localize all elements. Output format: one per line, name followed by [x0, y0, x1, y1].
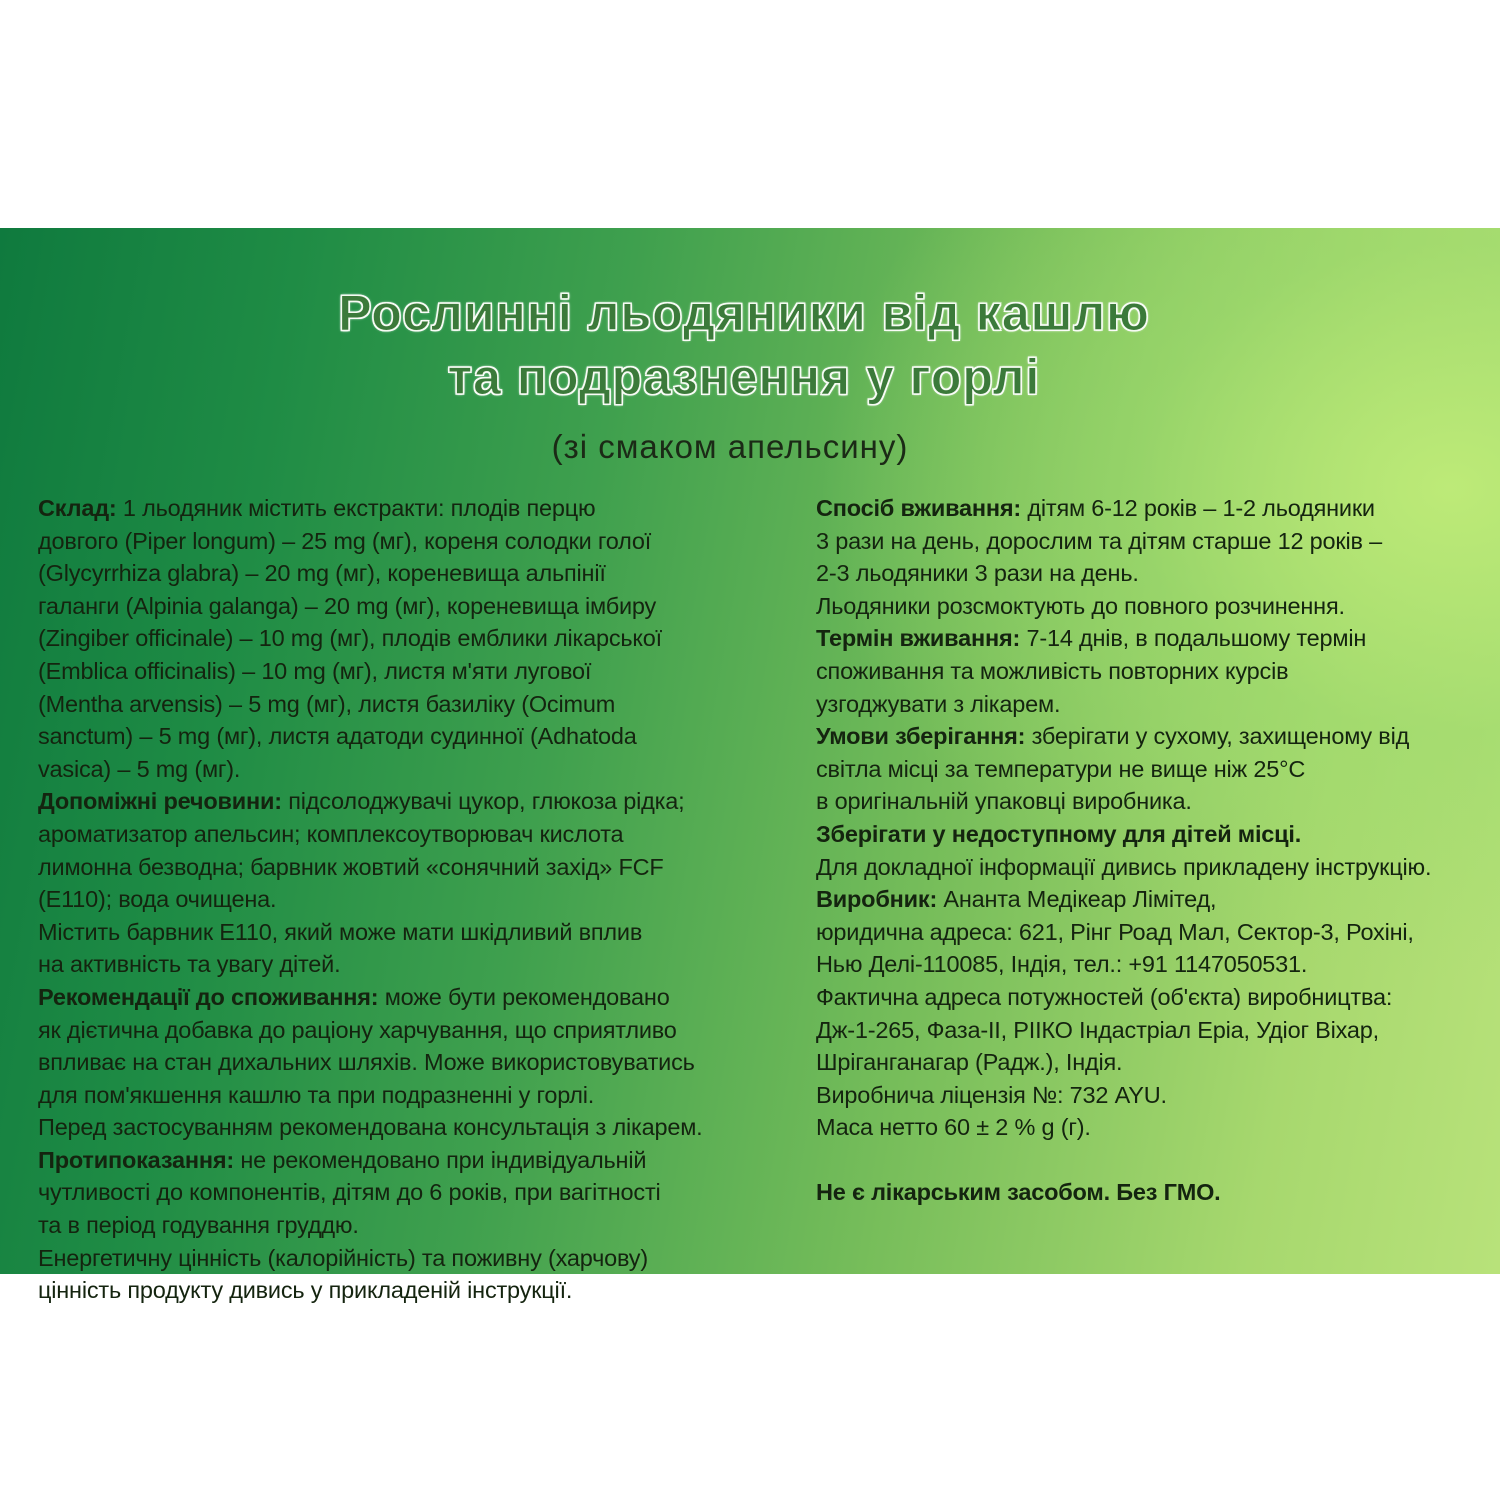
left-column — [38, 492, 798, 1307]
text-line: споживання та можливість повторних курсів — [816, 657, 1289, 684]
text-line: Нью Делі-110085, Індія, тел.: +91 1147050531. — [816, 951, 1308, 978]
manufacturer-label: Виробник: — [816, 886, 938, 913]
text-line: vasica) – 5 mg (мг). — [38, 755, 241, 782]
text-line: в оригінальній упаковці виробника. — [816, 788, 1192, 815]
text-line: лимонна безводна; барвник жовтий «сонячний захід» FCF — [38, 853, 664, 880]
text-line: (Glycyrrhiza glabra) – 20 mg (мг), кореневища альпінії — [38, 560, 606, 587]
storage-line: Умови зберігання: зберігати у сухому, захищеному від — [816, 723, 1410, 750]
text-line: Енергетичну цінність (калорійність) та поживну (харчову) — [38, 1244, 648, 1271]
text-line: (Zingiber officinale) – 10 mg (мг), плодів емблики лікарської — [38, 625, 662, 652]
text-line: ароматизатор апельсин; комплексоутворювач кислота — [38, 820, 624, 847]
duration-label: Термін вживання: — [816, 625, 1021, 652]
flavor-subtitle: (зі смаком апельсину) — [551, 428, 909, 465]
text-line: юридична адреса: 621, Рінг Роад Мал, Сектор-3, Рохіні, — [816, 918, 1414, 945]
usage-line: Спосіб вживання: дітям 6-12 років – 1-2 льодяники — [816, 495, 1375, 521]
text-line: Містить барвник E110, який може мати шкідливий вплив — [38, 918, 643, 945]
composition-label: Склад: — [38, 495, 117, 521]
text-line: Шріганганагар (Радж.), Індія. — [816, 1049, 1123, 1076]
recommendations-label: Рекомендації до споживання: — [38, 983, 379, 1010]
text-line: узгоджувати з лікарем. — [816, 690, 1061, 717]
text-line: 2-3 льодяники 3 рази на день. — [816, 560, 1139, 587]
text-line: галанги (Alpinia galanga) – 20 mg (мг), кореневища імбиру — [38, 592, 657, 619]
composition-line: Склад: 1 льодяник містить екстракти: плодів перцю — [38, 495, 596, 521]
usage-label: Спосіб вживання: — [816, 495, 1022, 521]
text-line: (Mentha arvensis) – 5 mg (мг), листя базиліку (Ocimum — [38, 690, 616, 717]
manufacturer-line: Виробник: Ананта Медікеар Лімітед, — [816, 886, 1217, 913]
text-line: та в період годування груддю. — [38, 1212, 359, 1239]
text-line: Дж-1-265, Фаза-ІІ, РІІКО Індастріал Еріа, Удіог Віхар, — [816, 1016, 1379, 1043]
text-line: на активність та увагу дітей. — [38, 951, 341, 978]
title-line-2: та подразнення у горлі — [447, 349, 1041, 405]
duration-line: Термін вживання: 7-14 днів, в подальшому термін — [816, 625, 1367, 652]
text-line: світла місці за температури не вище ніж 25°С — [816, 755, 1306, 782]
text-line: як дієтична добавка до раціону харчування, що сприятливо — [38, 1016, 677, 1043]
text-line: для пом'якшення кашлю та при подразненні у горлі. — [38, 1081, 595, 1108]
text-line: Фактична адреса потужностей (об'єкта) виробництва: — [816, 983, 1393, 1010]
excipients-line: Допоміжні речовини: підсолоджувачі цукор, глюкоза рідка; — [38, 788, 685, 815]
license-line: Виробнича ліцензія №: 732 AYU. — [816, 1081, 1167, 1108]
text-line: чутливості до компонентів, дітям до 6 років, при вагітності — [38, 1179, 661, 1206]
keep-away-from-children: Зберігати у недоступному для дітей місці. — [816, 820, 1302, 847]
product-label-panel — [0, 228, 1500, 1304]
text-line: 3 рази на день, дорослим та дітям старше 12 років – — [816, 527, 1382, 554]
recommendations-line: Рекомендації до споживання: може бути рекомендовано — [38, 983, 670, 1010]
title-line-1: Рослинні льодяники від кашлю — [338, 285, 1150, 341]
contraindications-label: Протипоказання: — [38, 1146, 235, 1173]
text-line: впливає на стан дихальних шляхів. Може використовуватись — [38, 1049, 695, 1076]
net-weight-line: Маса нетто 60 ± 2 % g (г). — [816, 1114, 1091, 1141]
storage-label: Умови зберігання: — [816, 723, 1026, 750]
text-line: цінність продукту дивись у прикладеній інструкції. — [38, 1277, 573, 1304]
right-column — [816, 492, 1476, 1208]
contraindications-line: Протипоказання: не рекомендовано при індивідуальній — [38, 1146, 647, 1173]
spacer — [816, 1144, 1476, 1176]
text-line: (Emblica officinalis) – 10 mg (мг), листя м'яти лугової — [38, 657, 592, 684]
text-line: (E110); вода очищена. — [38, 886, 277, 913]
text-line: sanctum) – 5 mg (мг), листя адатоди судинної (Adhatoda — [38, 723, 637, 750]
text-line: Для докладної інформації дивись прикладену інструкцію. — [816, 853, 1432, 880]
text-line: Перед застосуванням рекомендована консультація з лікарем. — [38, 1114, 703, 1141]
text-line: довгого (Piper longum) – 25 mg (мг), кореня солодки голої — [38, 527, 652, 554]
not-a-medicine-note: Не є лікарським засобом. Без ГМО. — [816, 1178, 1221, 1205]
excipients-label: Допоміжні речовини: — [38, 788, 282, 815]
text-line: Льодяники розсмоктують до повного розчинення. — [816, 592, 1345, 619]
